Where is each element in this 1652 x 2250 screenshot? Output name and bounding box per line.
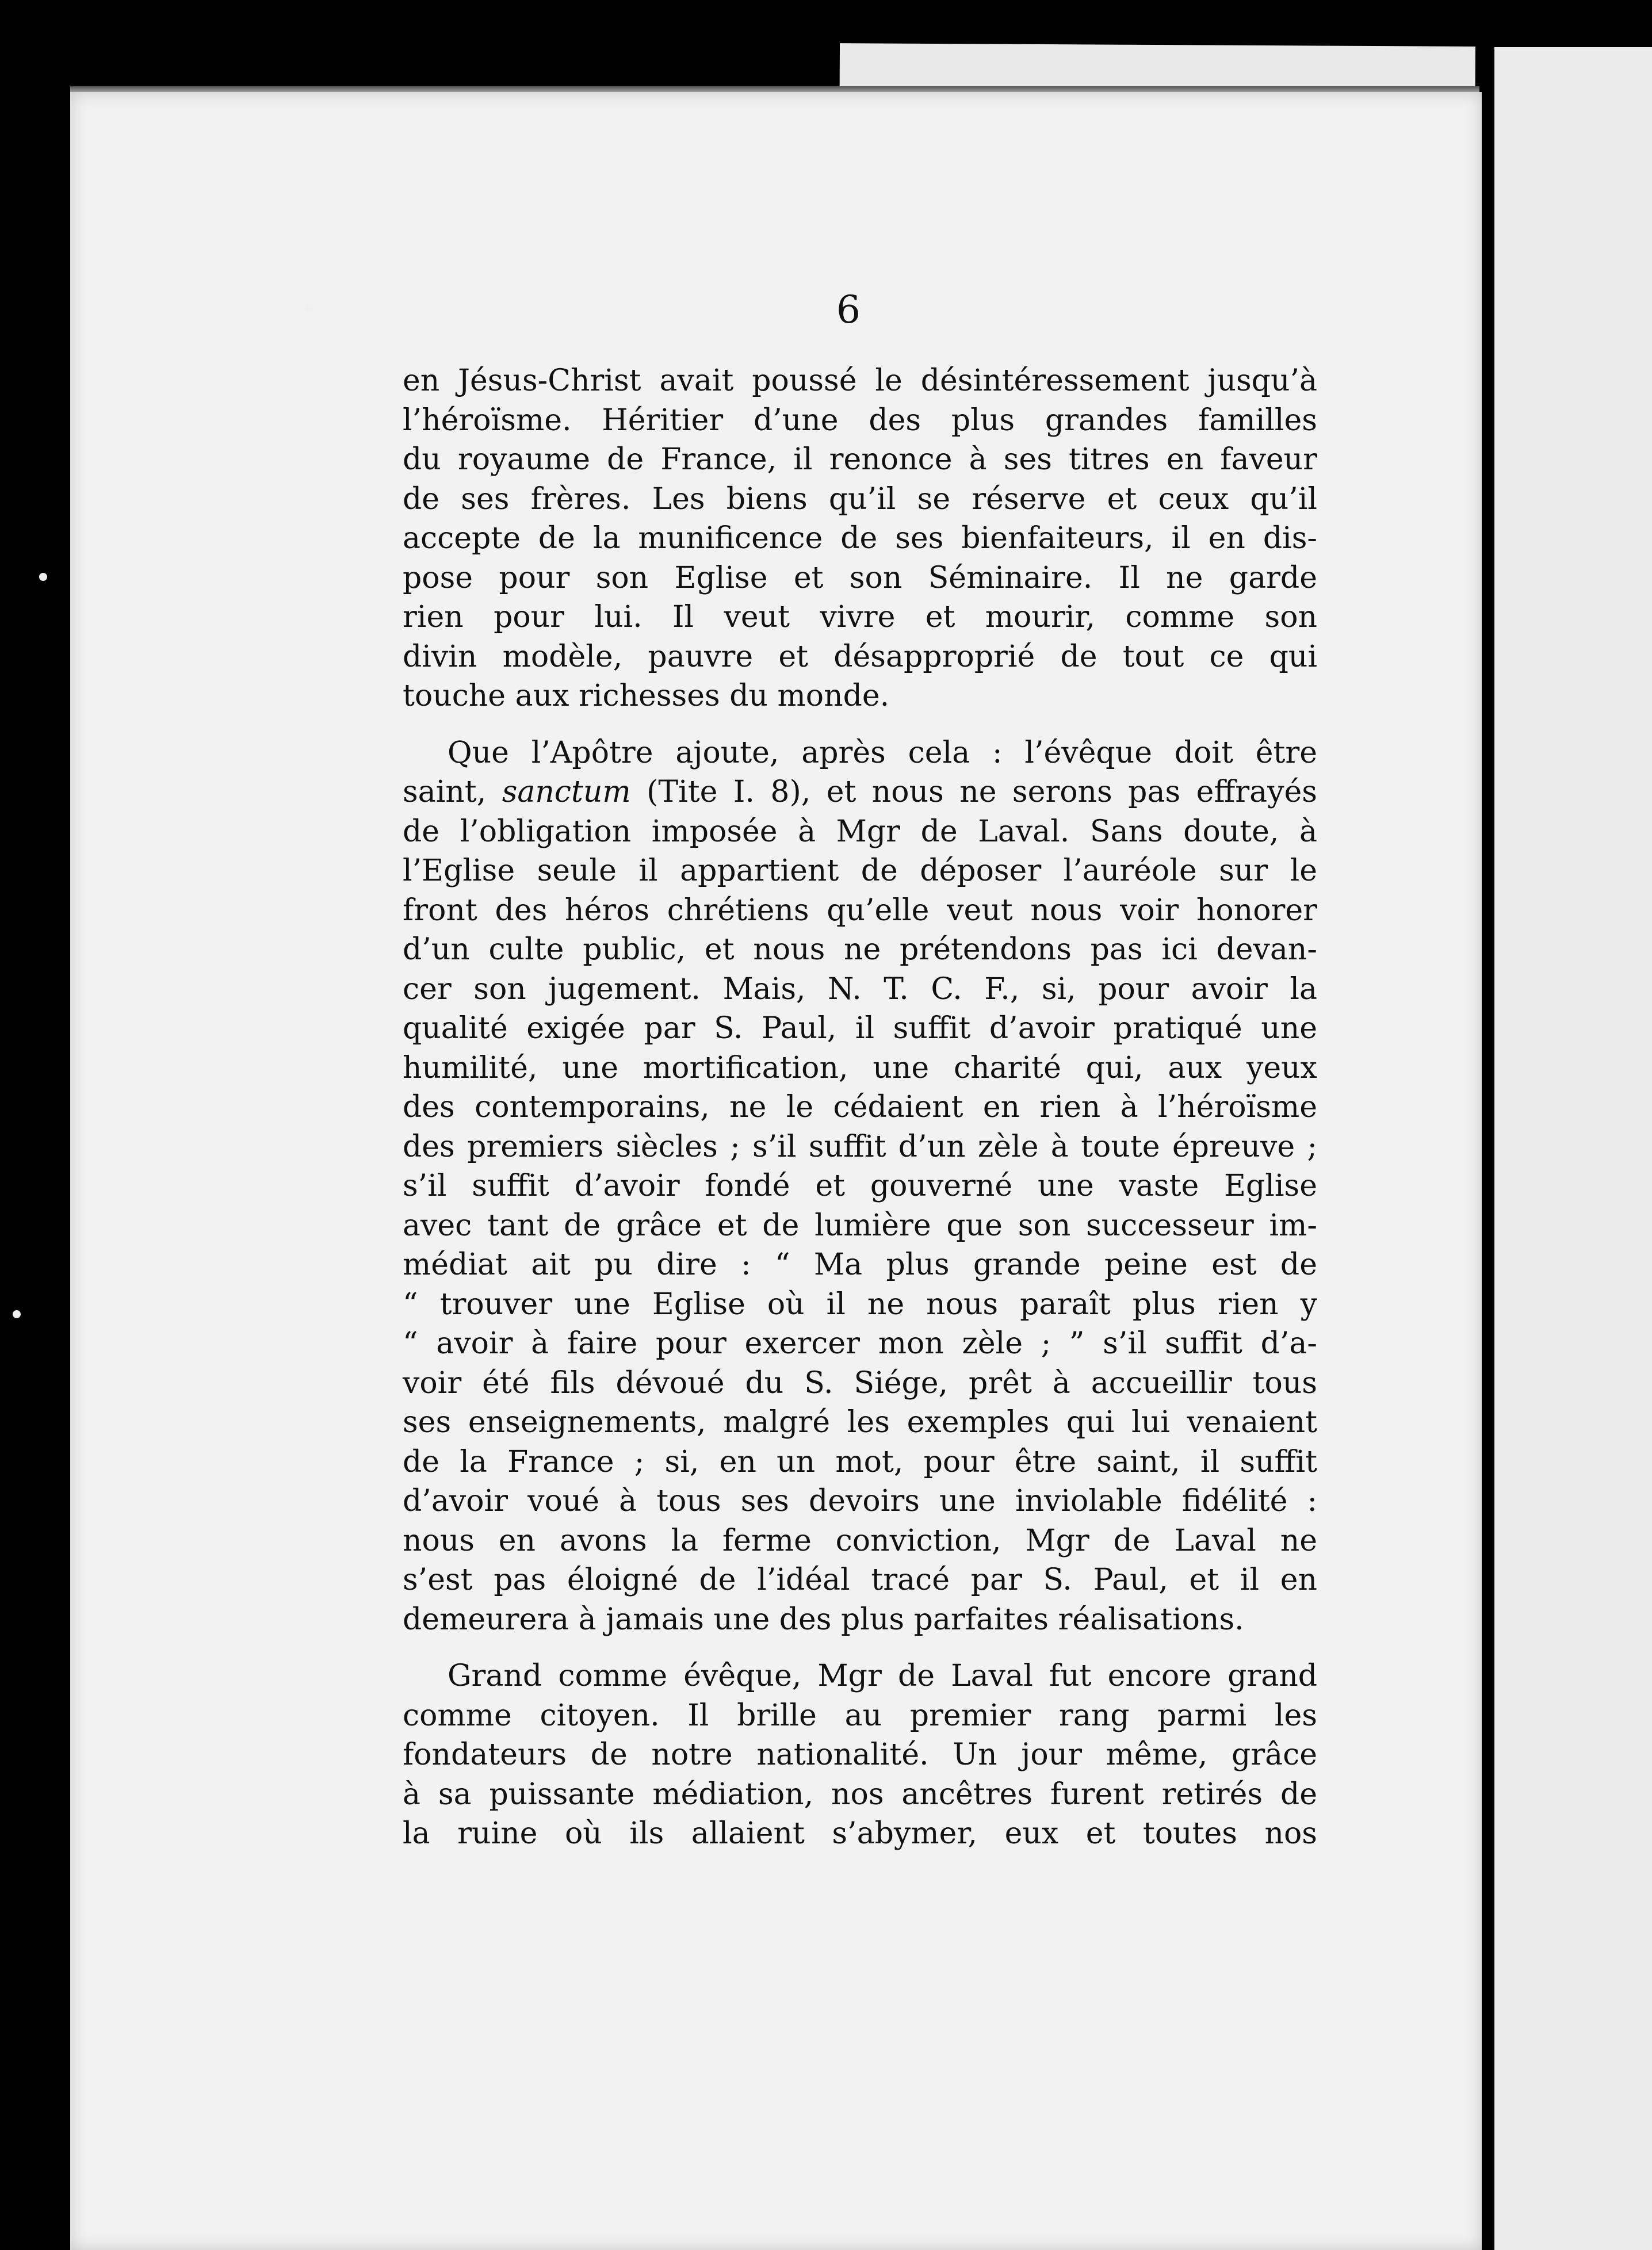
text-line: du royaume de France, il renonce à ses titres en faveur bbox=[403, 442, 1317, 477]
text-line: l’Eglise seule il appartient de déposer l’auréole sur le bbox=[403, 854, 1317, 888]
text-line bbox=[403, 772, 1317, 812]
text-line: accepte de la munificence de ses bienfaiteurs, il en dis- bbox=[403, 521, 1317, 556]
text-line: s’il suffit d’avoir fondé et gouverné une vaste Eglise bbox=[403, 1169, 1317, 1203]
text-line: qualité exigée par S. Paul, il suffit d’avoir pratiqué une bbox=[403, 1011, 1317, 1046]
text-line: voir été fils dévoué du S. Siége, prêt à accueillir tous bbox=[403, 1365, 1317, 1400]
page-number: 6 bbox=[836, 288, 861, 332]
dust-speck bbox=[39, 573, 47, 581]
paragraph-gap bbox=[403, 1639, 1317, 1656]
text-line: humilité, une mortification, une charité qui, aux yeux bbox=[403, 1050, 1317, 1085]
text-line: ses enseignements, malgré les exemples qui lui venaient bbox=[403, 1405, 1317, 1440]
latin-italic-word: sanctum bbox=[502, 775, 631, 809]
text-segment: saint, bbox=[403, 775, 502, 809]
text-line: front des héros chrétiens qu’elle veut nous voir honorer bbox=[403, 893, 1317, 928]
text-line: rien pour lui. Il veut vivre et mourir, comme son bbox=[403, 600, 1317, 634]
text-line: la ruine où ils allaient s’abymer, eux et toutes nos bbox=[403, 1816, 1317, 1851]
dust-speck bbox=[305, 304, 313, 312]
text-line: pose pour son Eglise et son Séminaire. Il ne garde bbox=[403, 560, 1317, 595]
text-line: en Jésus-Christ avait poussé le désintéressement jusqu’à bbox=[403, 363, 1317, 398]
page-body-text bbox=[403, 361, 1317, 1854]
text-line: médiat ait pu dire : “ Ma plus grande peine est de bbox=[403, 1248, 1317, 1282]
text-line: Que l’Apôtre ajoute, après cela : l’évêque doit être bbox=[448, 735, 1317, 770]
text-line: d’un culte public, et nous ne prétendons pas ici devan- bbox=[403, 932, 1317, 967]
text-line: à sa puissante médiation, nos ancêtres furent retirés de bbox=[403, 1777, 1317, 1812]
dust-speck bbox=[13, 1310, 21, 1318]
text-line: de l’obligation imposée à Mgr de Laval. Sans doute, à bbox=[403, 814, 1317, 849]
text-line: comme citoyen. Il brille au premier rang parmi les bbox=[403, 1698, 1317, 1733]
text-line: de la France ; si, en un mot, pour être saint, il suffit bbox=[403, 1444, 1317, 1479]
text-line: nous en avons la ferme conviction, Mgr de Laval ne bbox=[403, 1523, 1317, 1558]
paragraph-gap bbox=[403, 716, 1317, 733]
text-line: cer son jugement. Mais, N. T. C. F., si, pour avoir la bbox=[403, 971, 1317, 1007]
text-line: fondateurs de notre nationalité. Un jour même, grâce bbox=[403, 1738, 1317, 1772]
text-line: Grand comme évêque, Mgr de Laval fut encore grand bbox=[448, 1659, 1317, 1693]
text-line: demeurera à jamais une des plus parfaites réalisations. bbox=[403, 1602, 1244, 1637]
text-line: s’est pas éloigné de l’idéal tracé par S. Paul, et il en bbox=[403, 1563, 1317, 1597]
text-line: divin modèle, pauvre et désapproprié de tout ce qui bbox=[403, 639, 1317, 674]
text-line: touche aux richesses du monde. bbox=[403, 679, 890, 713]
text-line: “ trouver une Eglise où il ne nous paraît plus rien y bbox=[403, 1287, 1317, 1322]
text-line: “ avoir à faire pour exercer mon zèle ; ” s’il suffit d’a- bbox=[403, 1326, 1317, 1361]
text-line: l’héroïsme. Héritier d’une des plus grandes familles bbox=[403, 403, 1317, 438]
text-line: avec tant de grâce et de lumière que son successeur im- bbox=[403, 1208, 1317, 1243]
text-segment: (Tite I. 8), et nous ne serons pas effrayés bbox=[630, 775, 1317, 809]
text-line: des contemporains, ne le cédaient en rien à l’héroïsme bbox=[403, 1090, 1317, 1124]
text-line: de ses frères. Les biens qu’il se réserve et ceux qu’il bbox=[403, 481, 1317, 516]
text-line: des premiers siècles ; s’il suffit d’un zèle à toute épreuve ; bbox=[403, 1129, 1317, 1164]
adjacent-page-edge bbox=[1494, 47, 1652, 2250]
text-line: d’avoir voué à tous ses devoirs une inviolable fidélité : bbox=[403, 1484, 1317, 1518]
